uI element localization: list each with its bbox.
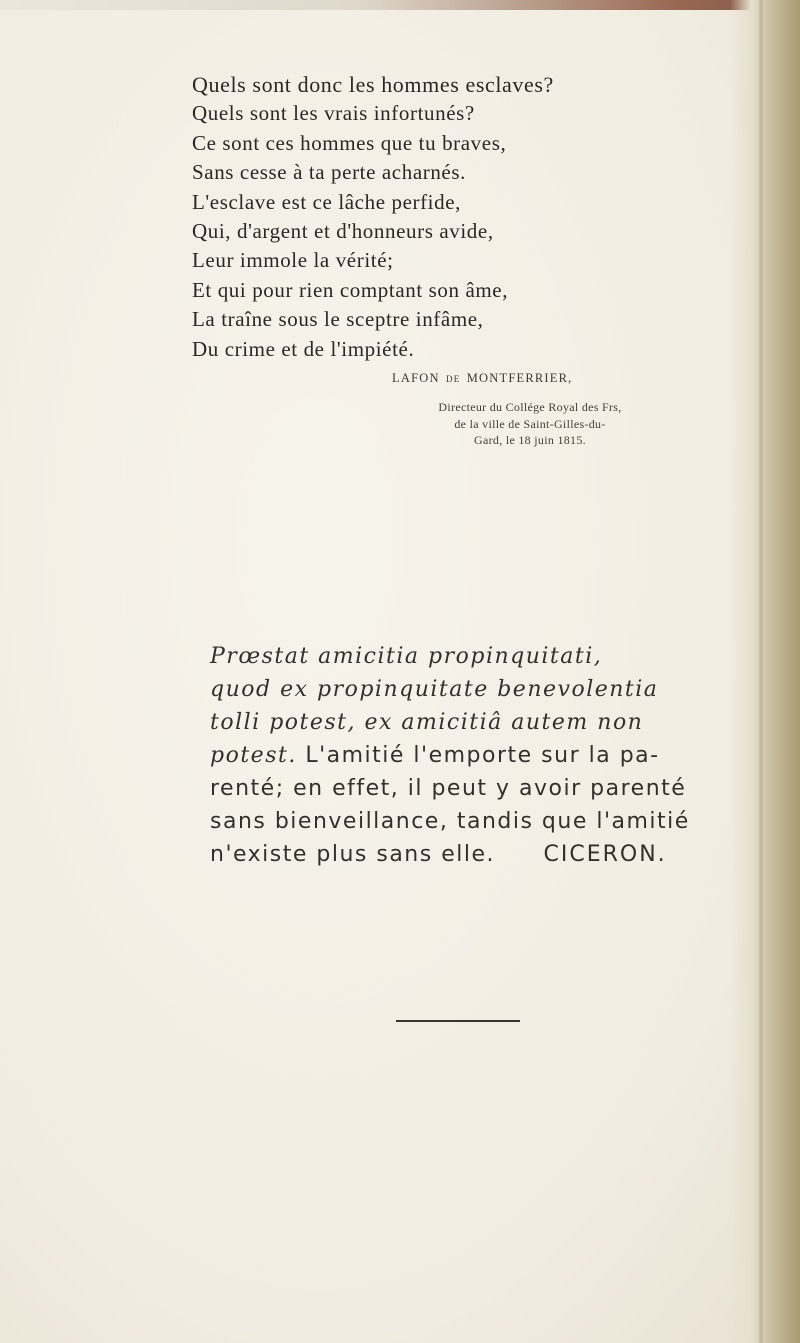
signature-last-name: MONTFERRIER, [466,371,573,385]
latin-quote-line: Prœstat amicitia propinquitati, [210,644,603,669]
poem-signature [392,371,572,386]
poem-line: Ce sont ces hommes que tu braves, [192,130,507,155]
affiliation-line: Directeur du Collége Royal des Frs, [438,400,622,414]
top-edge-stain [0,0,800,10]
quotation-block [210,640,750,871]
poem-line: Qui, d'argent et d'honneurs avide, [192,219,494,244]
affiliation-line: Gard, le 18 juin 1815. [474,433,586,447]
poem-line: Quels sont donc les hommes esclaves? [192,72,554,97]
latin-quote-line: quod ex propinquitate benevolentia [210,677,659,702]
french-translation-line: renté; en effet, il peut y avoir parenté [210,776,687,801]
final-quote-line [210,838,750,871]
poem-line: Leur immole la vérité; [192,248,394,273]
latin-quote-fragment: potest. [210,743,297,768]
poem-line: Et qui pour rien comptant son âme, [192,277,509,302]
quote-author: CICERON. [543,842,667,867]
poem-line: Sans cesse à ta perte acharnés. [192,160,466,185]
french-translation-fragment: L'amitié l'emporte sur la pa- [305,743,660,768]
signature-affiliation [400,399,660,449]
signature-particle: DE [446,374,461,384]
latin-quote-line: tolli potest, ex amicitiâ autem non [210,710,644,735]
mixed-quote-line [210,739,750,772]
signature-first-name: LAFON [392,371,440,385]
poem-line: L'esclave est ce lâche perfide, [192,189,461,214]
poem-line: Du crime et de l'impiété. [192,336,415,361]
poem-line: La traîne sous le sceptre infâme, [192,307,484,332]
section-divider [396,1020,520,1022]
page-fold-shadow [758,0,764,1343]
french-translation-fragment: n'existe plus sans elle. [210,842,495,867]
poem-stanza [192,70,712,364]
poem-line: Quels sont les vrais infortunés? [192,101,475,126]
affiliation-line: de la ville de Saint-Gilles-du- [454,416,606,431]
french-translation-line: sans bienveillance, tandis que l'amitié [210,809,690,834]
